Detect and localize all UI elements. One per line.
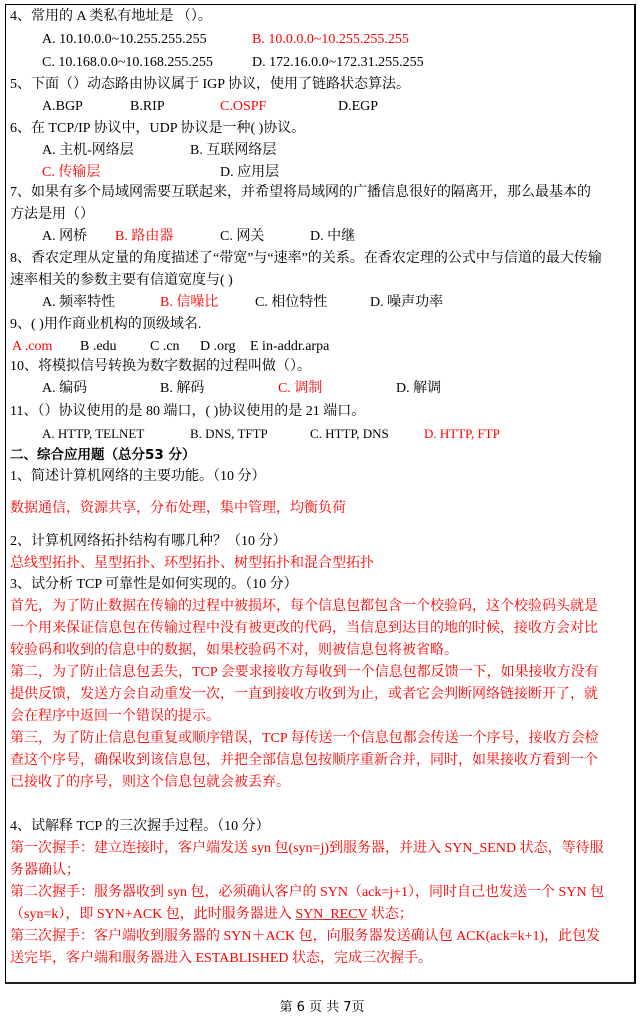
q11-option-c: C. HTTP, DNS <box>310 426 389 441</box>
q4-option-c: C. 10.168.0.0~10.168.255.255 <box>42 55 213 70</box>
answer-text: （syn=k），即 SYN+ACK 包，此时服务器进入 <box>10 907 296 922</box>
q10-option-c-answer: C. 调制 <box>278 381 323 396</box>
s2-q1-answer: 数据通信，资源共享，分布处理，集中管理，均衡负荷 <box>10 501 346 516</box>
s2-q4-answer-line: 第一次握手：建立连接时，客户端发送 syn 包(syn=j)到服务器，并进入 SYN_SEND 状态，等待服 <box>10 841 604 856</box>
q10-option-d: D. 解调 <box>396 381 442 396</box>
q6-stem: 6、在 TCP/IP 协议中，UDP 协议是一种( )协议。 <box>10 121 306 136</box>
q6-option-b: B. 互联网络层 <box>190 143 277 158</box>
s2-q4-answer-line: 送完毕，客户端和服务器进入 ESTABLISHED 状态，完成三次握手。 <box>10 951 432 966</box>
s2-q3-answer-line: 第三，为了防止信息包重复或顺序错误，TCP 每传送一个信息包都会传送一个序号，接收方会检 <box>10 731 599 746</box>
q7-option-c: C. 网关 <box>220 229 265 244</box>
q8-option-a: A. 频率特性 <box>42 295 116 310</box>
s2-q3-answer-line: 提供反馈，发送方会自动重发一次，一直到接收方收到为止，或者它会判断网络链接断开了，就 <box>10 687 598 702</box>
q9-option-b: B .edu <box>80 339 117 354</box>
s2-q4-stem: 4、试解释 TCP 的三次握手过程。（10 分） <box>10 819 270 834</box>
q10-option-b: B. 解码 <box>160 381 205 396</box>
q9-option-a-answer: A .com <box>12 339 53 354</box>
s2-q3-stem: 3、试分析 TCP 可靠性是如何实现的。（10 分） <box>10 577 298 592</box>
q9-option-d: D .org <box>200 339 236 354</box>
q6-option-a: A. 主机-网络层 <box>42 143 134 158</box>
s2-q2-answer: 总线型拓扑、星型拓扑、环型拓扑、树型拓扑和混合型拓扑 <box>10 556 374 571</box>
s2-q3-answer-line: 首先，为了防止数据在传输的过程中被损坏，每个信息包都包含一个校验码，这个校验码头就是 <box>10 599 598 614</box>
s2-q3-answer-line: 第二，为了防止信息包丢失，TCP 会要求接收方每收到一个信息包都反馈一下，如果接收方没有 <box>10 665 599 680</box>
answer-text: 状态； <box>367 907 413 922</box>
q4-option-d: D. 172.16.0.0~172.31.255.255 <box>252 55 424 70</box>
q8-option-d: D. 噪声功率 <box>370 295 444 310</box>
q9-stem: 9、( )用作商业机构的顶级域名. <box>10 317 202 332</box>
s2-q3-answer-line: 查这个序号，确保收到该信息包，并把全部信息包按顺序重新合并，同时，如果接收方看到一个 <box>10 753 598 768</box>
q5-option-a: A.BGP <box>42 99 83 114</box>
s2-q2-stem: 2、计算机网络拓扑结构有哪几种？（10 分） <box>10 534 287 549</box>
q4-stem: 4、常用的 A 类私有地址是 （）。 <box>10 9 212 24</box>
q6-option-c-answer: C. 传输层 <box>42 165 101 180</box>
q11-stem: 11、（）协议使用的是 80 端口，( )协议使用的是 21 端口。 <box>10 404 366 419</box>
q5-option-b: B.RIP <box>130 99 165 114</box>
q4-option-b-answer: B. 10.0.0.0~10.255.255.255 <box>252 32 409 47</box>
q11-option-d-answer: D. HTTP, FTP <box>424 426 500 441</box>
s2-q3-answer-line: 较验码和收到的信息中的数据，如果校验码不对，则被信息包将被省略。 <box>10 643 458 658</box>
q5-option-c-answer: C.OSPF <box>220 99 267 114</box>
q10-option-a: A. 编码 <box>42 381 88 396</box>
s2-q3-answer-line: 一个用来保证信息包在传输过程中没有被更改的代码，当信息到达目的地的时候，接收方会对比 <box>10 621 598 636</box>
q8-option-c: C. 相位特性 <box>255 295 328 310</box>
s2-q4-answer-line <box>10 906 413 924</box>
q11-option-a: A. HTTP, TELNET <box>42 426 145 441</box>
q4-option-a: A. 10.10.0.0~10.255.255.255 <box>42 32 207 47</box>
s2-q4-answer-line: 第三次握手：客户端收到服务器的 SYN＋ACK 包，向服务器发送确认包 ACK(ack=k+1)，此包发 <box>10 929 601 944</box>
s2-q4-answer-line: 务器确认； <box>10 863 80 878</box>
s2-q1-stem: 1、简述计算机网络的主要功能。（10 分） <box>10 469 266 484</box>
q7-stem-line2: 方法是用（） <box>10 207 94 222</box>
s2-q4-answer-line: 第二次握手：服务器收到 syn 包，必须确认客户的 SYN（ack=j+1），同时自己也发送一个 SYN 包 <box>10 885 605 900</box>
q7-option-b-answer: B. 路由器 <box>115 229 174 244</box>
q11-option-b: B. DNS, TFTP <box>190 426 268 441</box>
page-footer: 第 6 页 共 7页 <box>279 1000 365 1015</box>
q8-option-b-answer: B. 信噪比 <box>160 295 219 310</box>
q9-option-c: C .cn <box>150 339 180 354</box>
q7-option-a: A. 网桥 <box>42 229 88 244</box>
q7-option-d: D. 中继 <box>310 229 356 244</box>
q5-option-d: D.EGP <box>338 99 379 114</box>
section2-title: 二、综合应用题（总分53 分） <box>10 447 196 463</box>
q6-option-d: D. 应用层 <box>220 165 280 180</box>
syn-recv-underlined: SYN_RECV <box>295 907 368 922</box>
q9-option-e: E in-addr.arpa <box>250 339 330 354</box>
s2-q3-answer-line: 会在程序中返回一个错误的提示。 <box>10 709 220 724</box>
s2-q3-answer-line: 已接收了的序号，则这个信息包就会被丢弃。 <box>10 775 290 790</box>
q5-stem: 5、下面（）动态路由协议属于 IGP 协议，使用了链路状态算法。 <box>10 77 411 92</box>
q8-stem-line1: 8、香农定理从定量的角度描述了“带宽”与“速率”的关系。在香农定理的公式中与信道的最大传输 <box>10 251 602 266</box>
q10-stem: 10、将模拟信号转换为数字数据的过程叫做（）。 <box>10 359 311 374</box>
q8-stem-line2: 速率相关的参数主要有信道宽度与( ) <box>10 273 233 288</box>
q7-stem-line1: 7、如果有多个局域网需要互联起来，并希望将局域网的广播信息很好的隔离开，那么最基本的 <box>10 185 591 200</box>
